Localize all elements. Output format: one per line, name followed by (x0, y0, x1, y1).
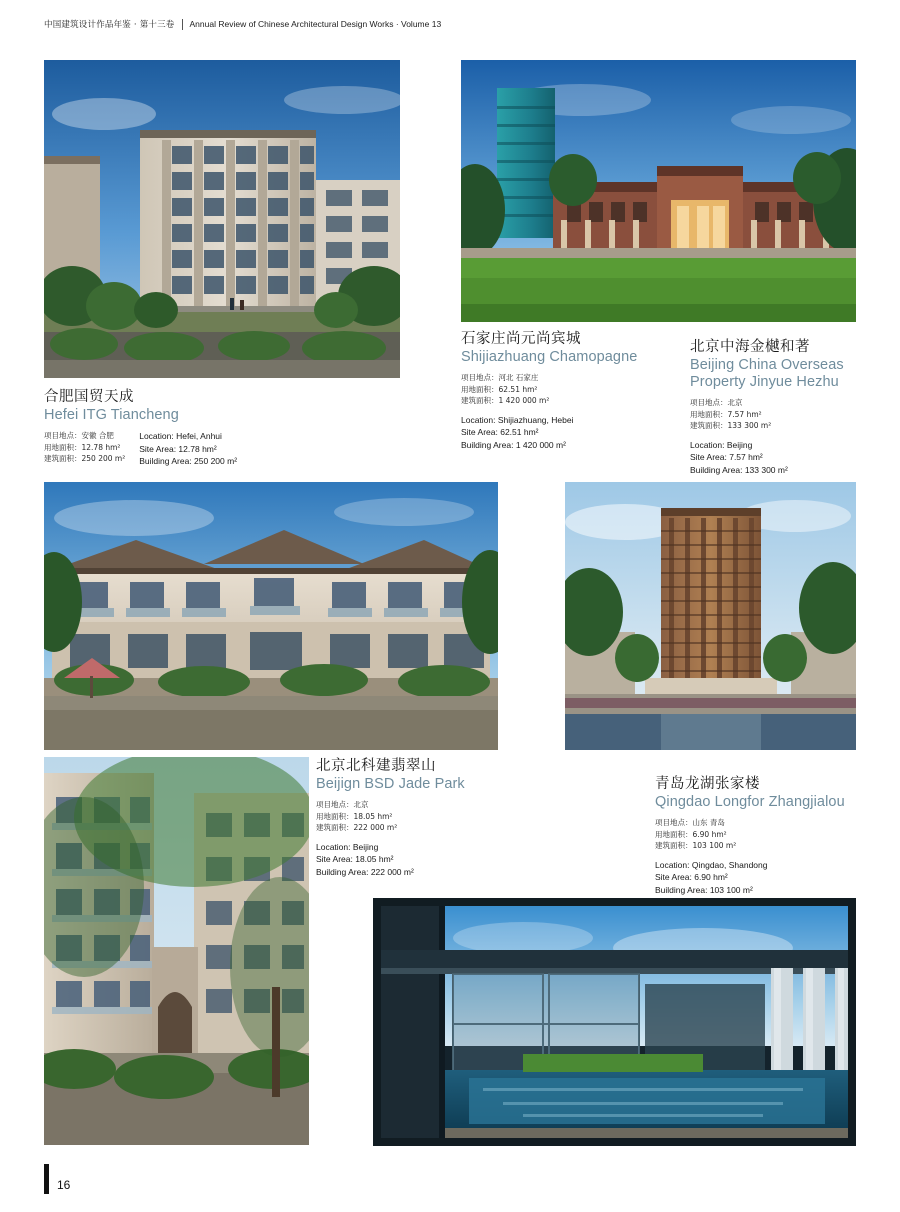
meta-en-site-area: Site Area: 62.51 hm² (461, 427, 539, 437)
meta-cn-location: 项目地点：山东 青岛 (655, 818, 725, 827)
photo-artwork-qingdao-tower (565, 482, 856, 750)
photo-artwork-qingdao-pavilion (373, 898, 856, 1146)
project-meta-en (139, 430, 237, 468)
caption-qingdao-longfor-zhangjialou (655, 775, 875, 896)
caption-beijign-bsd-jade-park (316, 757, 536, 878)
photo-artwork-shijiazhuang (461, 60, 856, 322)
photo-artwork-courtyard (44, 757, 309, 1145)
project-photo-beijign-bsd-jade-park-courtyard (44, 757, 309, 1145)
project-title-cn: 合肥国贸天成 (44, 389, 134, 405)
project-title-en: Qingdao Longfor Zhangjialou (655, 794, 845, 810)
meta-cn-site-area: 用地面积：62.51 hm² (461, 384, 538, 394)
meta-cn-site-area: 用地面积：7.57 hm² (690, 409, 762, 419)
meta-cn-building-area: 建筑面积：1 420 000 m² (461, 396, 550, 405)
project-meta-cn (461, 372, 666, 407)
project-photo-beijign-bsd-jade-park-wide (44, 482, 498, 750)
meta-cn-building-area: 建筑面积：103 100 m² (655, 841, 737, 850)
meta-cn-location: 项目地点：安徽 合肥 (44, 431, 114, 440)
project-meta-cn (690, 397, 890, 432)
project-photo-qingdao-longfor-zhangjialou-pavilion (373, 898, 856, 1146)
project-meta-en (461, 414, 666, 452)
meta-en-building-area: Building Area: 222 000 m² (316, 866, 414, 877)
photo-artwork-hefei (44, 60, 400, 378)
meta-en-location: Location: Beijing (690, 439, 753, 450)
project-meta-en (655, 859, 875, 897)
caption-beijing-china-overseas-property-jinyue-hezhu (690, 338, 890, 476)
meta-cn-location: 项目地点：北京 (690, 398, 743, 407)
meta-en-location: Location: Beijing (316, 841, 379, 852)
meta-en-site-area: Site Area: 6.90 hm² (655, 872, 728, 882)
meta-en-site-area: Site Area: 18.05 hm² (316, 854, 394, 864)
project-title-cn: 青岛龙湖张家楼 (655, 776, 760, 792)
meta-cn-site-area: 用地面积：12.78 hm² (44, 442, 121, 452)
project-title-cn: 北京北科建翡翠山 (316, 758, 436, 774)
meta-cn-site-area: 用地面积：6.90 hm² (655, 829, 727, 839)
running-head (44, 18, 441, 30)
project-meta-cn (655, 817, 875, 852)
project-title-en: Shijiazhuang Chamopagne (461, 349, 638, 365)
project-title-en: Beijing China Overseas Property Jinyue Hezhu (690, 357, 844, 390)
caption-hefei-itg-tiancheng (44, 388, 344, 468)
project-meta-cn (316, 799, 536, 834)
meta-en-building-area: Building Area: 1 420 000 m² (461, 439, 566, 450)
meta-en-site-area: Site Area: 12.78 hm² (139, 443, 217, 454)
meta-en-location: Location: Shijiazhuang, Hebei (461, 414, 574, 425)
photo-artwork-jade-park-wide (44, 482, 498, 750)
page-rule (44, 1164, 49, 1194)
meta-cn-building-area: 建筑面积：250 200 m² (44, 454, 126, 463)
running-head-chinese: 中国建筑设计作品年鉴 · 第十三卷 (44, 20, 175, 30)
meta-en-building-area: Building Area: 250 200 m² (139, 456, 238, 466)
running-head-english: Annual Review of Chinese Architectural Design Works · Volume 13 (189, 19, 442, 29)
meta-cn-location: 项目地点：北京 (316, 800, 369, 809)
meta-en-location: Location: Qingdao, Shandong (655, 859, 768, 870)
meta-cn-building-area: 建筑面积：222 000 m² (316, 823, 398, 832)
project-title-en: Beijign BSD Jade Park (316, 776, 465, 792)
meta-en-building-area: Building Area: 103 100 m² (655, 884, 753, 895)
project-photo-shijiazhuang-chamopagne (461, 60, 856, 322)
project-photo-qingdao-longfor-zhangjialou-tower (565, 482, 856, 750)
running-head-divider (182, 19, 183, 30)
page-number: 16 (57, 1178, 71, 1192)
page-footer (44, 1164, 70, 1194)
project-meta-cn (44, 430, 125, 468)
project-title-cn: 石家庄尚元尚宾城 (461, 331, 581, 347)
meta-cn-building-area: 建筑面积：133 300 m² (690, 421, 772, 430)
project-meta-en (316, 841, 536, 879)
meta-en-site-area: Site Area: 7.57 hm² (690, 452, 763, 462)
meta-en-building-area: Building Area: 133 300 m² (690, 464, 788, 475)
caption-shijiazhuang-chamopagne (461, 330, 666, 451)
project-title-en: Hefei ITG Tiancheng (44, 407, 179, 423)
meta-cn-site-area: 用地面积：18.05 hm² (316, 811, 393, 821)
meta-en-location: Location: Hefei, Anhui (139, 431, 222, 441)
project-title-cn: 北京中海金樾和著 (690, 339, 810, 355)
project-meta-en (690, 439, 890, 477)
meta-cn-location: 项目地点：河北 石家庄 (461, 373, 539, 382)
project-photo-hefei-itg-tiancheng (44, 60, 400, 378)
